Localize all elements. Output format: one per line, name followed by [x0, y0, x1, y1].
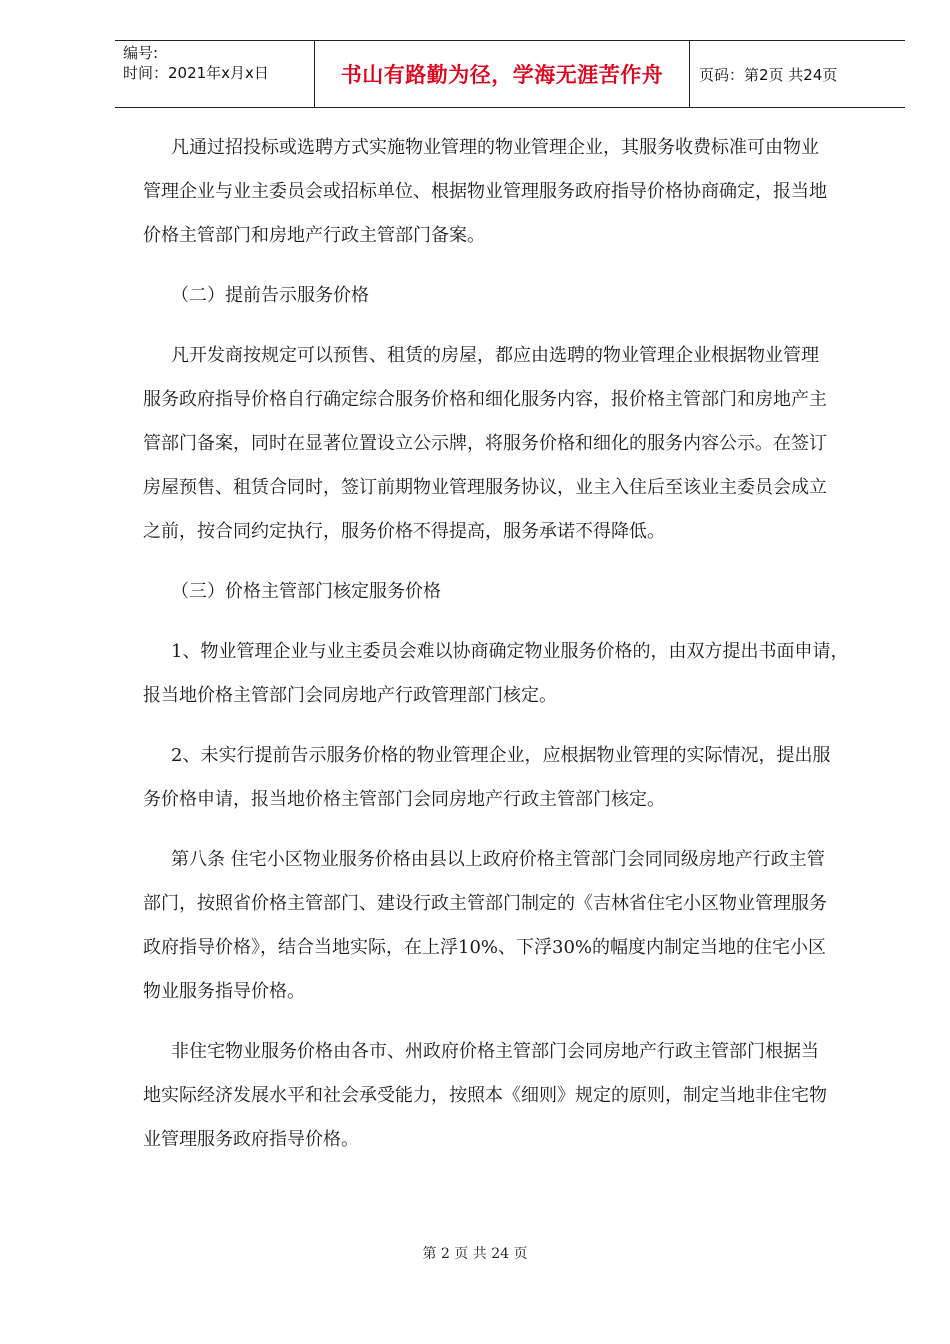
paragraph: [143, 126, 873, 258]
header-page-label: 页码：第2页 共24页: [699, 65, 838, 84]
text-line: 部门，按照省价格主管部门、建设行政主管部门制定的《吉林省住宅小区物业管理服务: [143, 893, 827, 914]
text-line: 服务政府指导价格自行确定综合服务价格和细化服务内容，报价格主管部门和房地产主: [143, 389, 827, 410]
text-line: 政府指导价格》，结合当地实际，在上浮10%、下浮30%的幅度内制定当地的住宅小区: [143, 937, 827, 958]
paragraph: [143, 838, 873, 1014]
text-line: 务价格申请，报当地价格主管部门会同房地产行政主管部门核定。: [143, 789, 665, 810]
text-line: 管理企业与业主委员会或招标单位、根据物业管理服务政府指导价格协商确定，报当地: [143, 181, 827, 202]
section-heading: [143, 570, 873, 614]
text-line: （三）价格主管部门核定服务价格: [171, 581, 441, 602]
text-line: 管部门备案，同时在显著位置设立公示牌，将服务价格和细化的服务内容公示。在签订: [143, 433, 827, 454]
document-number-label: 编号:: [123, 44, 159, 62]
text-line: 之前，按合同约定执行，服务价格不得提高，服务承诺不得降低。: [143, 521, 665, 542]
page-footer: 第 2 页 共 24 页: [422, 1246, 528, 1262]
paragraph: [143, 1030, 873, 1162]
header-meta-cell: [115, 41, 315, 107]
text-line: 报当地价格主管部门会同房地产行政管理部门核定。: [143, 685, 557, 706]
header-motto: 书山有路勤为径，学海无涯苦作舟: [315, 41, 690, 107]
text-line: 第八条 住宅小区物业服务价格由县以上政府价格主管部门会同同级房地产行政主管: [171, 849, 825, 870]
text-line: （二）提前告示服务价格: [171, 285, 369, 306]
text-line: 凡开发商按规定可以预售、租赁的房屋，都应由选聘的物业管理企业根据物业管理: [171, 345, 819, 366]
text-line: 价格主管部门和房地产行政主管部门备案。: [143, 225, 485, 246]
paragraph: [143, 630, 873, 718]
paragraph: [143, 734, 873, 822]
text-line: 非住宅物业服务价格由各市、州政府价格主管部门会同房地产行政主管部门根据当: [171, 1041, 819, 1062]
section-heading: [143, 274, 873, 318]
document-body: [143, 126, 873, 1178]
text-line: 1、物业管理企业与业主委员会难以协商确定物业服务价格的，由双方提出书面申请，: [171, 641, 849, 662]
text-line: 2、未实行提前告示服务价格的物业管理企业，应根据物业管理的实际情况，提出服: [171, 745, 831, 766]
document-header: [115, 40, 905, 108]
text-line: 地实际经济发展水平和社会承受能力，按照本《细则》规定的原则，制定当地非住宅物: [143, 1085, 827, 1106]
text-line: 房屋预售、租赁合同时，签订前期物业管理服务协议，业主入住后至该业主委员会成立: [143, 477, 827, 498]
text-line: 业管理服务政府指导价格。: [143, 1129, 359, 1150]
text-line: 凡通过招投标或选聘方式实施物业管理的物业管理企业，其服务收费标准可由物业: [171, 137, 819, 158]
document-time-label: 时间：2021年x月x日: [123, 64, 269, 82]
paragraph: [143, 334, 873, 554]
text-line: 物业服务指导价格。: [143, 981, 305, 1002]
